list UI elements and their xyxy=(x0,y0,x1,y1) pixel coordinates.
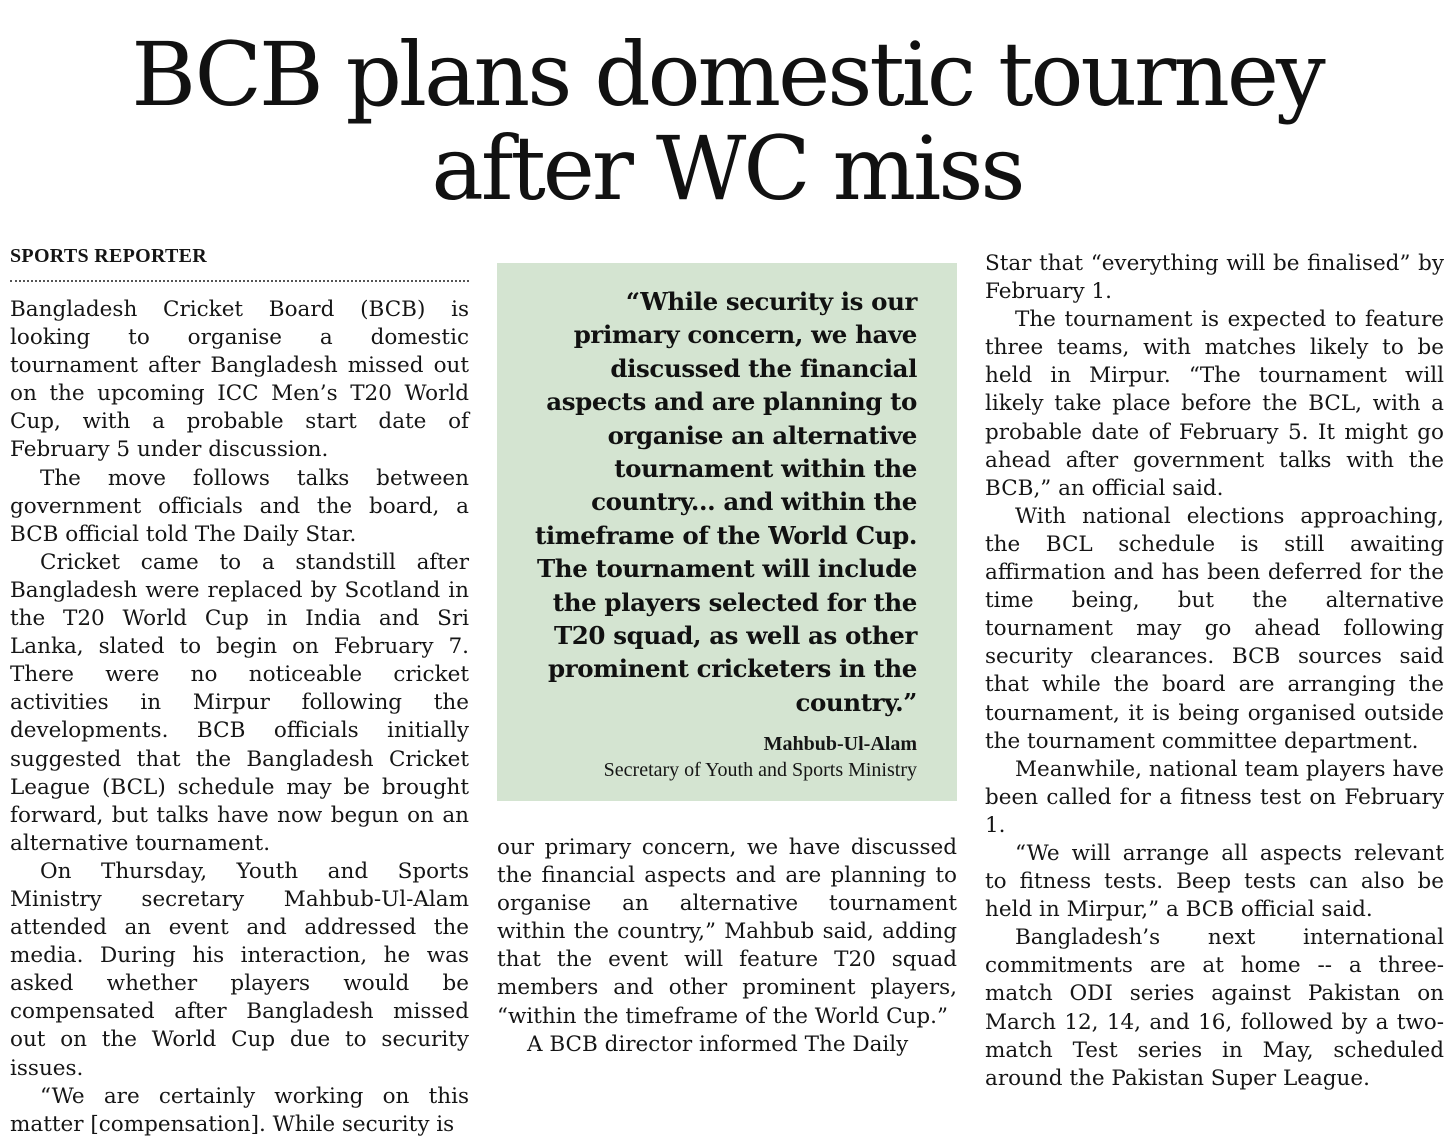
pull-quote-attribution-name: Mahbub-Ul-Alam xyxy=(763,733,917,756)
paragraph: A BCB director informed The Daily xyxy=(527,1031,909,1057)
paragraph: Meanwhile, national team players have been called for a fitness test on February 1. xyxy=(985,756,1444,838)
pull-quote-text: “While security is our primary concern, we have discussed the financial aspects and are planning to organise an alternative tournament within the country... and within the timeframe of the World Cup. The tournament will include the players selected for the T20 squad, as well as other prominent cricketers in the country.” xyxy=(534,287,917,717)
headline xyxy=(0,23,1454,221)
paragraph: Star that “everything will be finalised” by February 1. xyxy=(985,251,1444,305)
headline-line-2: after WC miss xyxy=(431,117,1023,221)
article-column-3 xyxy=(985,250,1444,1093)
headline-line-1: BCB plans domestic tourney xyxy=(131,23,1323,126)
paragraph: Bangladesh Cricket Board (BCB) is looking to organise a domestic tournament after Bangladesh missed out on the upcoming ICC Men’s T20 World Cup, with a probable start date of February 5 under discussion. xyxy=(10,297,469,463)
article-column-1 xyxy=(10,242,469,1139)
pull-quote-box xyxy=(497,263,957,801)
paragraph: On Thursday, Youth and Sports Ministry secretary Mahbub-Ul-Alam attended an event and addressed the media. During his interaction, he was asked whether players would be compensated after Bangladesh missed out on the World Cup due to security issues. xyxy=(10,858,469,1081)
paragraph: With national elections approaching, the BCL schedule is still awaiting affirmation and has been deferred for the time being, but the alternative tournament may go ahead following security clearances. BCB sources said that while the board are arranging the tournament, it is being organised outside the tournament committee department. xyxy=(985,503,1444,754)
pull-quote-attribution-role: Secretary of Youth and Sports Ministry xyxy=(603,759,917,782)
paragraph: our primary concern, we have discussed the financial aspects and are planning to organise an alternative tournament within the country,” Mahbub said, adding that the event will feature T20 squad members and other prominent players, “within the timeframe of the World Cup.” xyxy=(497,835,957,1029)
paragraph: Bangladesh’s next international commitments are at home -- a three-match ODI series against Pakistan on March 12, 14, and 16, followed by a two-match Test series in May, scheduled around the Pakistan Super League. xyxy=(985,925,1444,1091)
paragraph: The tournament is expected to feature three teams, with matches likely to be held in Mirpur. “The tournament will likely take place before the BCL, with a probable date of February 5. It might go ahead after government talks with the BCB,” an official said. xyxy=(985,307,1444,501)
paragraph: “We are certainly working on this matter [compensation]. While security is xyxy=(10,1083,469,1137)
byline: SPORTS REPORTER xyxy=(10,242,469,282)
paragraph: The move follows talks between government officials and the board, a BCB official told The Daily Star. xyxy=(10,465,469,547)
paragraph: Cricket came to a standstill after Bangladesh were replaced by Scotland in the T20 World Cup in India and Sri Lanka, slated to begin on February 7. There were no noticeable cricket activities in Mirpur following the developments. BCB officials initially suggested that the Bangladesh Cricket League (BCL) schedule may be brought forward, but talks have now begun on an alternative tournament. xyxy=(10,549,469,856)
article-column-2 xyxy=(497,834,957,1059)
paragraph: “We will arrange all aspects relevant to fitness tests. Beep tests can also be held in Mirpur,” a BCB official said. xyxy=(985,840,1444,923)
